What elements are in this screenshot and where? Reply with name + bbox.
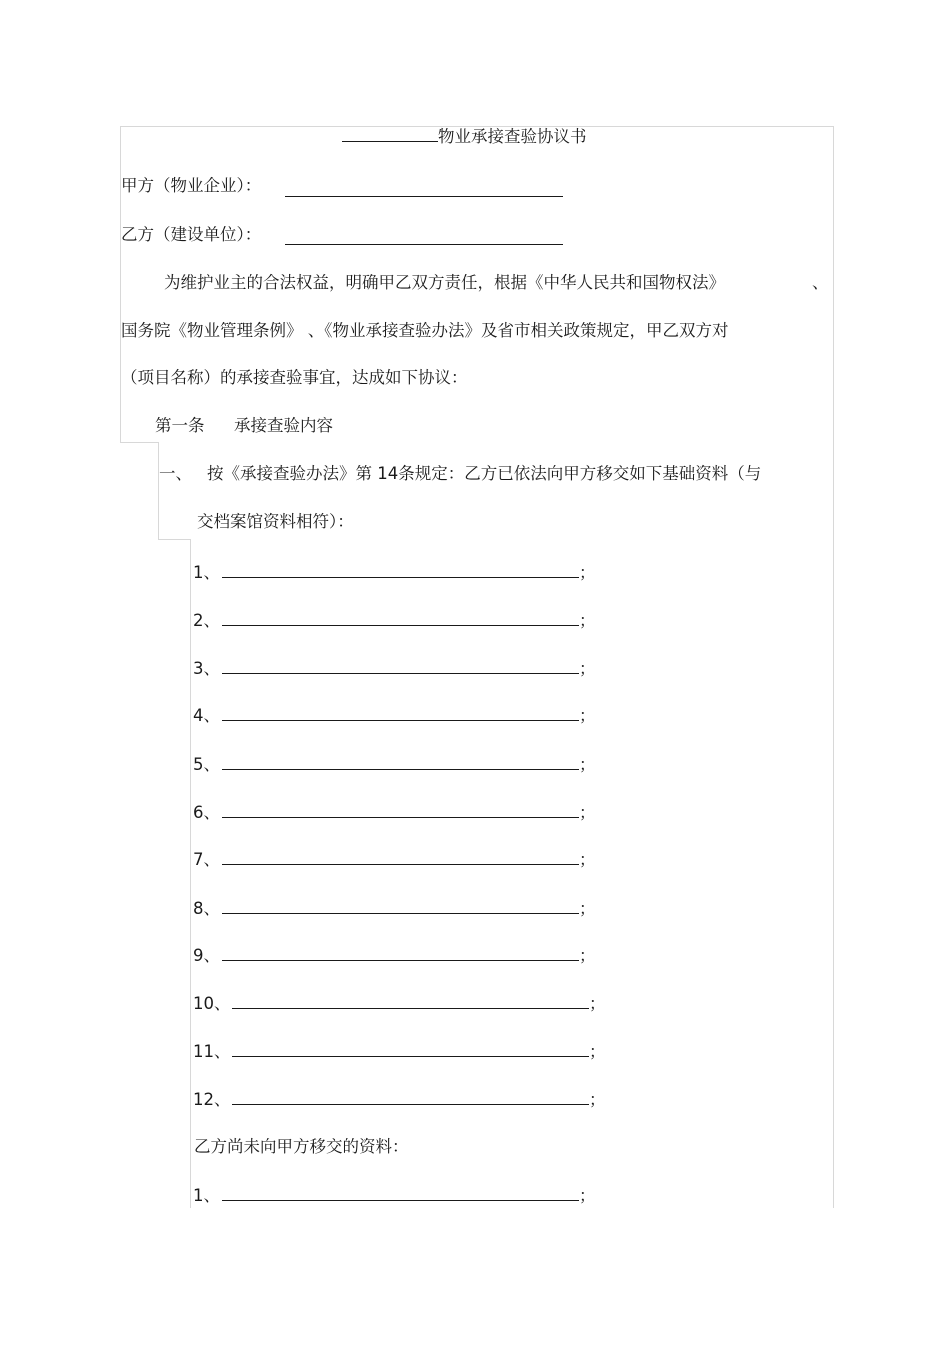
item-number: 12、: [193, 1090, 231, 1109]
item-end-mark: ；: [579, 803, 596, 822]
item-blank-line: [222, 706, 579, 721]
list-item: [193, 563, 596, 583]
item-end-mark: ；: [579, 850, 596, 869]
item-number: 10、: [193, 994, 231, 1013]
item-end-mark: ；: [579, 659, 596, 678]
item-end-mark: ；: [589, 1090, 606, 1109]
frame-step-line-1: [120, 442, 158, 443]
document-title: [342, 127, 587, 147]
list-item: [193, 946, 596, 966]
list-item: [193, 1090, 606, 1110]
clause-1-number: 一、: [159, 464, 192, 483]
item-number: 4、: [193, 706, 220, 725]
item-number: 8、: [193, 899, 220, 918]
item-number: 7、: [193, 850, 220, 869]
party-b-blank: [285, 230, 563, 245]
clause-1-line-2: 交档案馆资料相符）：: [197, 512, 354, 531]
frame-step-line-2: [158, 539, 191, 540]
item-blank-line: [222, 659, 579, 674]
list-item: [193, 803, 596, 823]
item-blank-line: [222, 1186, 579, 1201]
item-blank-line: [232, 994, 589, 1009]
item-end-mark: ；: [579, 1186, 596, 1205]
item-end-mark: ；: [579, 899, 596, 918]
frame-left-line-3: [190, 539, 191, 1208]
item-end-mark: ；: [579, 563, 596, 582]
item-number: 2、: [193, 611, 220, 630]
item-end-mark: ；: [589, 1042, 606, 1061]
item-blank-line: [232, 1090, 589, 1105]
intro-line-2: 国务院《物业管理条例》 、《物业承接查验办法》及省市相关政策规定，甲乙双方对: [121, 321, 729, 340]
title-text: 物业承接查验协议书: [438, 127, 587, 146]
article-1-label: 第一条: [155, 416, 205, 435]
list-item: [193, 755, 596, 775]
list-item: [193, 611, 596, 631]
item-blank-line: [222, 563, 579, 578]
intro-line-3: （项目名称）的承接查验事宜，达成如下协议：: [121, 368, 468, 387]
frame-right-line: [833, 126, 834, 1208]
list-item: [193, 706, 596, 726]
title-blank: [342, 127, 438, 142]
item-blank-line: [222, 611, 579, 626]
party-a-label: 甲方（物业企业）：: [121, 176, 262, 195]
clause-1-line-1: 按《承接查验办法》第 14条规定：乙方已依法向甲方移交如下基础资料（与: [207, 464, 762, 483]
frame-left-line-2: [158, 442, 159, 539]
list-item: [193, 659, 596, 679]
item-end-mark: ；: [579, 946, 596, 965]
item-blank-line: [222, 803, 579, 818]
item-blank-line: [222, 755, 579, 770]
item-number: 11、: [193, 1042, 231, 1061]
item-end-mark: ；: [589, 994, 606, 1013]
item-blank-line: [222, 850, 579, 865]
list-item: [193, 1042, 606, 1062]
item-end-mark: ；: [579, 755, 596, 774]
item-blank-line: [222, 899, 579, 914]
item-number: 9、: [193, 946, 220, 965]
item-blank-line: [222, 946, 579, 961]
item-end-mark: ；: [579, 611, 596, 630]
list-item: [193, 994, 606, 1014]
list-item: [193, 850, 596, 870]
party-a-blank: [285, 182, 563, 197]
item-number: 5、: [193, 755, 220, 774]
untransferred-heading: 乙方尚未向甲方移交的资料：: [194, 1137, 409, 1156]
item-end-mark: ；: [579, 706, 596, 725]
item-number: 3、: [193, 659, 220, 678]
item-blank-line: [232, 1042, 589, 1057]
party-a-row: [121, 176, 261, 196]
list-item: [193, 899, 596, 919]
party-b-label: 乙方（建设单位）：: [121, 225, 262, 244]
item-number: 6、: [193, 803, 220, 822]
intro-line-1-tail: 、: [812, 273, 829, 292]
article-1-title: 承接查验内容: [234, 416, 333, 435]
item-number: 1、: [193, 563, 220, 582]
item-number: 1、: [193, 1186, 220, 1205]
party-b-row: [121, 225, 261, 245]
list-item: [193, 1186, 596, 1206]
intro-line-1: 为维护业主的合法权益，明确甲乙双方责任，根据《中华人民共和国物权法》: [164, 273, 725, 292]
frame-left-line-1: [120, 126, 121, 442]
